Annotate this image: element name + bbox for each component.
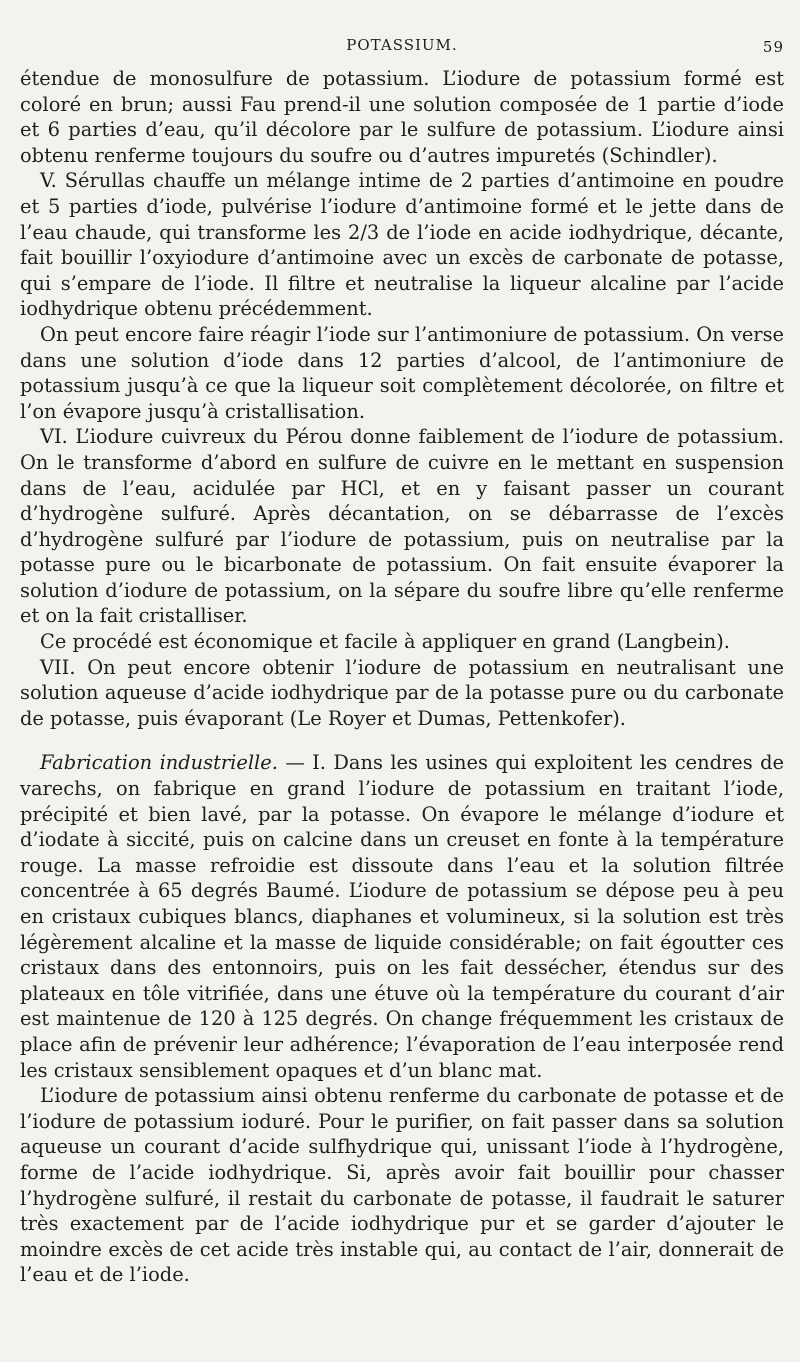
paragraph-method-vii: VII. On peut encore obtenir l’iodure de potassium en neutralisant une solution aqueuse d’acide iodhydrique par de la potasse pure ou du carbonate de potasse, puis évaporant (Le Royer et Dumas, Pettenkofer).: [20, 655, 784, 730]
paragraph-antimoniure: On peut encore faire réagir l’iode sur l’antimoniure de potassium. On verse dans une solution d’iode dans 12 parties d’alcool, de l’antimoniure de potassium jusqu’à ce que la liqueur soit complètement décolorée, on filtre et l’on évapore jusqu’à cristallisation.: [20, 322, 784, 423]
body-text: [20, 66, 784, 1288]
paragraph-method-v: V. Sérullas chauffe un mélange intime de 2 parties d’antimoine en poudre et 5 parties d’iode, pulvérise l’iodure d’antimoine formé et le jette dans de l’eau chaude, qui transforme les 2/3 de l’iode en acide iodhydrique, décante, fait bouillir l’oxyiodure d’antimoine avec un excès de carbonate de potasse, qui s’empare de l’iode. Il filtre et neutralise la liqueur alcaline par l’acide iodhydrique obtenu précédemment.: [20, 169, 784, 321]
paragraph-purification: L’iodure de potassium ainsi obtenu renferme du carbonate de potasse et de l’iodure de potassium ioduré. Pour le purifier, on fait passer dans sa solution aqueuse un courant d’acide sulfhydrique qui, unissant l’iode à l’hydrogène, forme de l’acide iodhydrique. Si, après avoir fait bouillir pour chasser l’hydrogène sulfuré, il restait du carbonate de potasse, il faudrait le saturer très exactement par de l’acide iodhydrique pur et se garder d’ajouter le moindre excès de cet acide très instable qui, au contact de l’air, donnerait de l’eau et de l’iode.: [20, 1084, 784, 1287]
section-heading-industrial: Fabrication industrielle.: [40, 751, 278, 775]
paragraph-continued: étendue de monosulfure de potassium. L’iodure de potassium formé est coloré en brun; aussi Fau prend-il une solution composée de 1 partie d’iode et 6 parties d’eau, qu’il décolore par le sulfure de potassium. L’iodure ainsi obtenu renferme toujours du soufre ou d’autres impuretés (Schindler).: [20, 67, 784, 167]
paragraph-method-vi: VI. L’iodure cuivreux du Pérou donne faiblement de l’iodure de potassium. On le transforme d’abord en sulfure de cuivre en le mettant en suspension dans de l’eau, acidulée par HCl, et en y faisant passer un courant d’hydrogène sulfuré. Après décantation, on se débarrasse de l’excès d’hydrogène sulfuré par l’iodure de potassium, puis on neutralise par la potasse pure ou le bicarbonate de potassium. On fait ensuite évaporer la solution d’iodure de potassium, on la sépare du soufre libre qu’elle renferme et on la fait cristalliser.: [20, 425, 784, 628]
running-title: POTASSIUM.: [346, 36, 458, 54]
paragraph-industrial: [20, 750, 784, 1083]
running-header: [20, 36, 784, 66]
industrial-text: — I. Dans les usines qui exploitent les cendres de varechs, on fabrique en grand l’iodure de potassium en traitant l’iode, précipité et bien lavé, par la potasse. On évapore le mélange d’iodure et d’iodate à siccité, puis on calcine dans un creuset en fonte à la température rouge. La masse refroidie est dissoute dans l’eau et la solution filtrée concentrée à 65 degrés Baumé. L’iodure de potassium se dépose peu à peu en cristaux cubiques blancs, diaphanes et volumineux, si la solution est très légèrement alcaline et la masse de liquide considérable; on fait égoutter ces cristaux dans des entonnoirs, puis on les fait dessécher, étendus sur des plateaux en tôle vitrifiée, dans une étuve où la température du courant d’air est maintenue de 120 à 125 degrés. On change fréquemment les cristaux de place afin de prévenir leur adhérence; l’évaporation de l’eau interposée rend les cristaux sensiblement opaques et d’un blanc mat.: [20, 751, 784, 1082]
page-number: 59: [762, 38, 784, 56]
paragraph-langbein: Ce procédé est économique et facile à appliquer en grand (Langbein).: [40, 630, 730, 654]
book-page: [20, 36, 784, 1288]
